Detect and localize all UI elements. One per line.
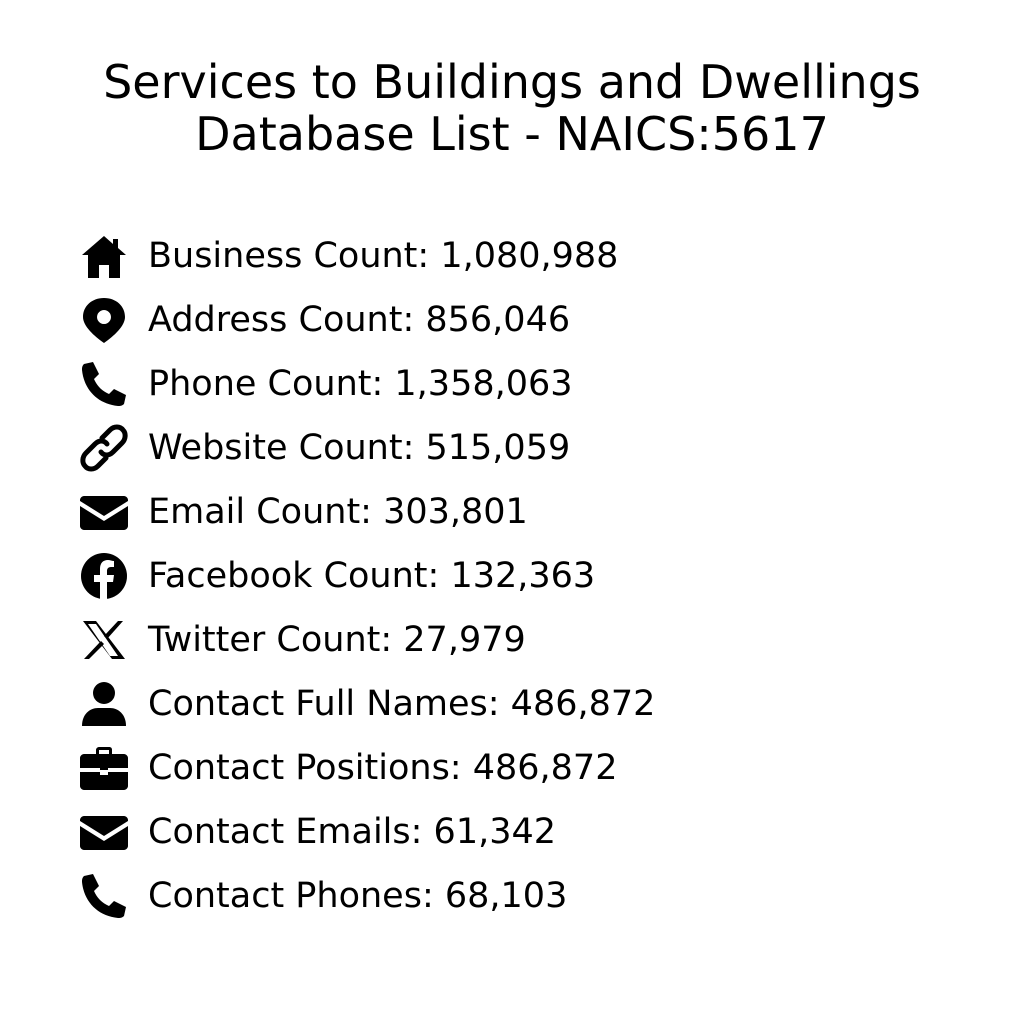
stats-list [80, 224, 655, 928]
map-pin-icon [80, 296, 128, 344]
stat-business-count [80, 224, 655, 288]
home-icon [80, 232, 128, 280]
title-line-2: Database List - NAICS:5617 [195, 107, 829, 161]
stat-label: Twitter Count: 27,979 [148, 620, 526, 660]
stat-label: Business Count: 1,080,988 [148, 236, 619, 276]
stat-label: Email Count: 303,801 [148, 492, 528, 532]
envelope-icon [80, 808, 128, 856]
stat-label: Contact Phones: 68,103 [148, 876, 568, 916]
stat-contact-positions [80, 736, 655, 800]
link-icon [80, 424, 128, 472]
stat-website-count [80, 416, 655, 480]
envelope-icon [80, 488, 128, 536]
stat-phone-count [80, 352, 655, 416]
stat-address-count [80, 288, 655, 352]
title-line-1: Services to Buildings and Dwellings [103, 55, 921, 109]
stat-label: Contact Positions: 486,872 [148, 748, 618, 788]
stat-contact-emails [80, 800, 655, 864]
user-icon [80, 680, 128, 728]
stat-contact-full-names [80, 672, 655, 736]
stat-label: Phone Count: 1,358,063 [148, 364, 573, 404]
page-title [0, 56, 1024, 160]
stat-email-count [80, 480, 655, 544]
stat-label: Contact Emails: 61,342 [148, 812, 557, 852]
stat-label: Address Count: 856,046 [148, 300, 571, 340]
stat-facebook-count [80, 544, 655, 608]
stat-label: Facebook Count: 132,363 [148, 556, 596, 596]
briefcase-icon [80, 744, 128, 792]
stat-label: Website Count: 515,059 [148, 428, 571, 468]
x-twitter-icon [80, 616, 128, 664]
phone-icon [80, 360, 128, 408]
stat-contact-phones [80, 864, 655, 928]
stat-label: Contact Full Names: 486,872 [148, 684, 656, 724]
facebook-icon [80, 552, 128, 600]
phone-icon [80, 872, 128, 920]
stat-twitter-count [80, 608, 655, 672]
